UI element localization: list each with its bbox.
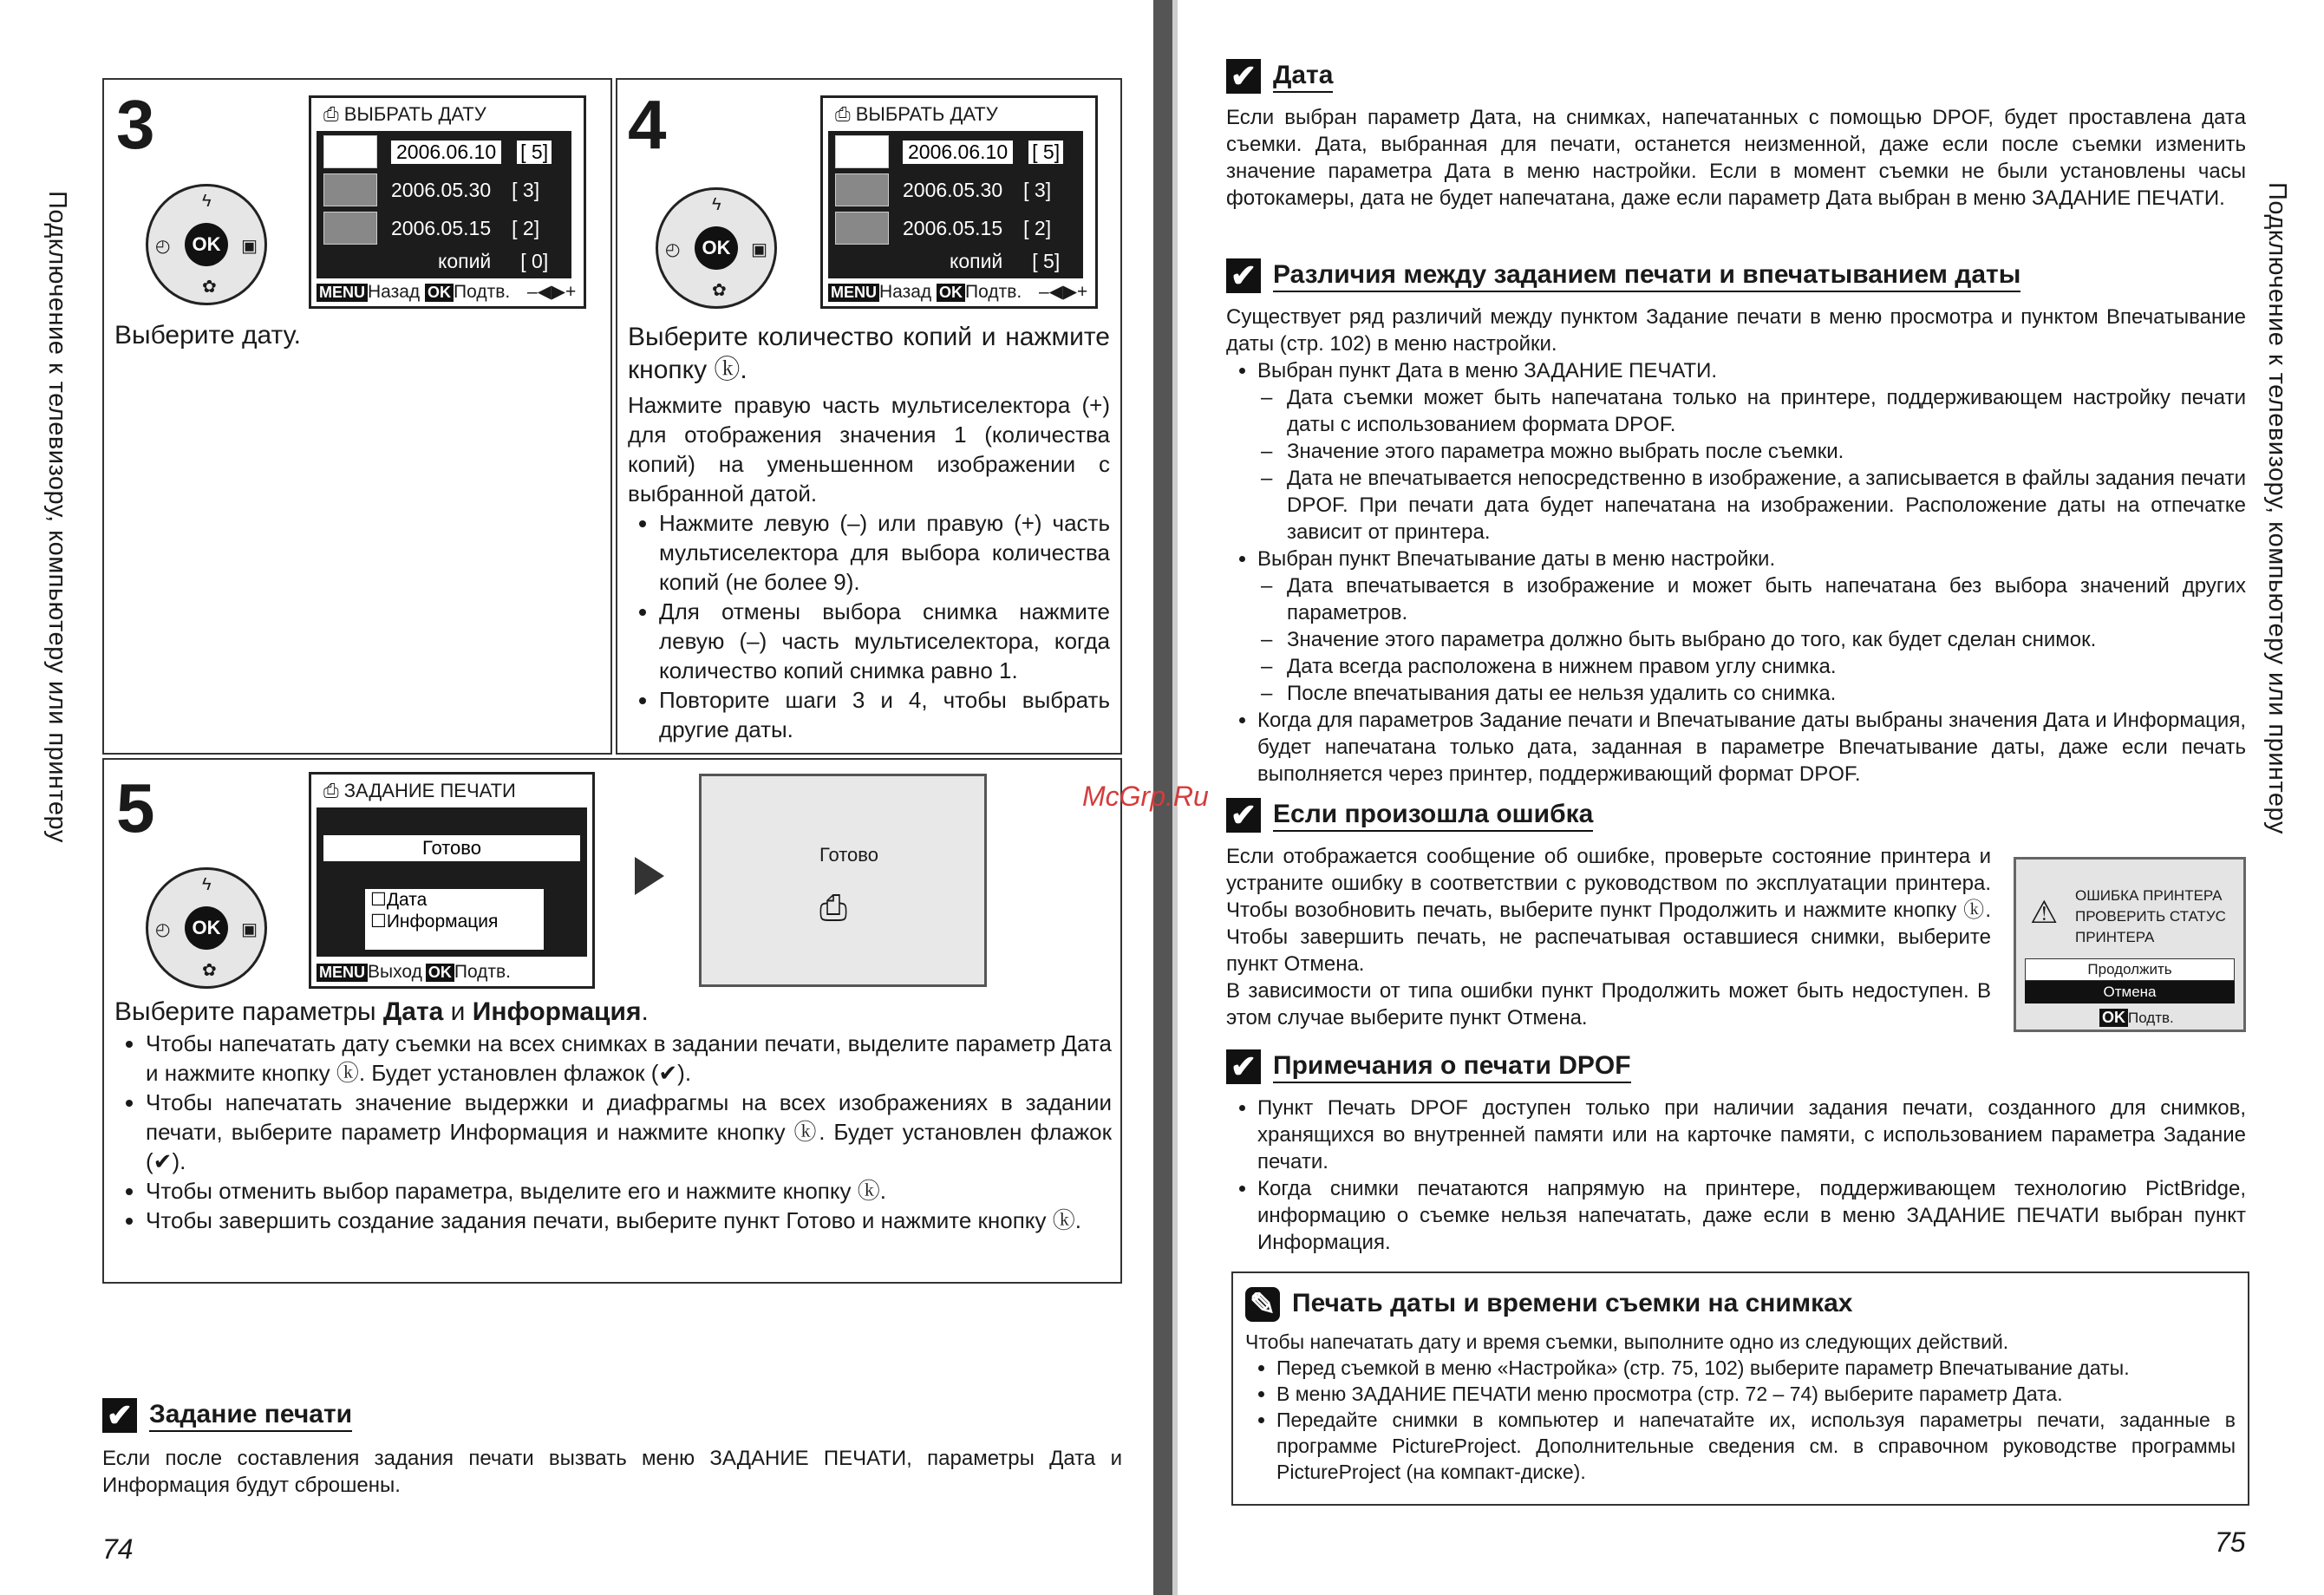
list-item: • Чтобы завершить создание задания печати, выберите пункт Готово и нажмите кнопку ⓚ.	[146, 1206, 1112, 1235]
diff-bullets	[1226, 357, 2246, 788]
list-item: – Дата всегда расположена в нижнем правом углу снимка.	[1287, 653, 2246, 680]
lcd-title: ВЫБРАТЬ ДАТУ	[855, 103, 998, 125]
print-icon: ⎙	[323, 780, 344, 801]
list-item: • Выбран пункт Дата в меню ЗАДАНИЕ ПЕЧАТИ. – Дата съемки может быть напечатана только на принтере, поддерживающем настройку печати даты с использованием формата DPOF. – Значение этого параметра можно выбрать после съемки. – Дата не впечатывается непосредственно в изображение, а записывается в файлы задания печати DPOF. При печати дата будет напечатана на изображении. Расположение даты на отпечатке зависит от принтера.	[1257, 357, 2246, 546]
copies-label: копий	[438, 249, 492, 272]
lcd-select-copies	[820, 95, 1098, 309]
copies-label: копий	[950, 249, 1003, 272]
date-row[interactable]: 2006.05.15 [ 2]	[317, 209, 571, 247]
side-title-right: Подключение к телевизору, компьютеру или принтеру	[2263, 182, 2291, 834]
list-item: – Значение этого параметра должно быть выбрано до того, как будет сделан снимок.	[1287, 626, 2246, 653]
note-title: Задание печати	[149, 1400, 352, 1432]
menu-key: MENU	[828, 284, 879, 302]
lcd-bottom-bar: MENU Выход OK Подтв.	[317, 962, 511, 983]
ok-button-icon: OK	[185, 906, 228, 950]
section-text: Если выбран параметр Дата, на снимках, напечатанных с помощью DPOF, будет проставлена дата съемки. Дата, выбранная для печати, останется неизменной, даже если после съемки изменить значение параметра Дата в меню настройки. Если в момент съемки не были установлены часы фотокамеры, дата не будет напечатана, даже если параметр Дата выбран в меню ЗАДАНИЕ ПЕЧАТИ.	[1226, 106, 2246, 210]
list-item: – Значение этого параметра можно выбрать после съемки.	[1287, 438, 2246, 465]
list-item: • Перед съемкой в меню «Настройка» (стр. 75, 102) выберите параметр Впечатывание даты.	[1276, 1355, 2236, 1381]
step-5-heading: Выберите параметры Дата и Информация.	[114, 997, 649, 1026]
side-title-left: Подключение к телевизору, компьютеру или принтеру	[43, 191, 71, 843]
checkmark-icon: ✔	[1226, 798, 1261, 833]
flash-icon: ϟ	[202, 875, 212, 894]
lcd-list	[828, 131, 1083, 278]
list-item: • Повторите шаги 3 и 4, чтобы выбрать другие даты.	[659, 685, 1110, 744]
checkmark-icon: ✔	[1226, 1049, 1261, 1084]
print-icon: ⎙	[819, 889, 847, 927]
options-panel	[365, 889, 544, 950]
step-4-paragraph: Нажмите правую часть мультиселектора (+) для отображения значения 1 (количества копий) на уменьшенном изображении с выбранной датой.	[628, 392, 1110, 507]
section-intro: Существует ряд различий между пунктом Задание печати в меню просмотра и пунктом Впечатывание даты (стр. 102) в меню настройки.	[1226, 305, 2246, 356]
section-differences	[1226, 258, 2246, 788]
checkbox-icon: ☐	[370, 890, 387, 910]
date-row[interactable]: 2006.05.15 [ 2]	[828, 209, 1083, 247]
checkmark-icon: ✔	[1226, 258, 1261, 293]
note-print-order	[102, 1398, 1122, 1499]
date-row[interactable]: 2006.06.10 [ 5]	[317, 133, 571, 171]
macro-icon: ✿	[202, 961, 217, 980]
sub-list	[1257, 572, 2246, 707]
ok-key: OK	[937, 284, 965, 302]
tip-intro: Чтобы напечатать дату и время съемки, выполните одно из следующих действий.	[1245, 1330, 2009, 1353]
lcd-bottom-bar: MENU Назад OK Подтв. –◀▶+	[828, 281, 1087, 303]
list-item: • Чтобы напечатать дату съемки на всех снимках в задании печати, выделите параметр Дата и нажмите кнопку ⓚ. Будет установлен флажок (✔).	[146, 1029, 1112, 1088]
section-tip	[1231, 1271, 2249, 1506]
menu-key: MENU	[317, 964, 368, 982]
macro-icon: ✿	[202, 278, 217, 297]
copies-value: [ 0]	[520, 249, 549, 272]
step-3-caption: Выберите дату.	[114, 321, 301, 350]
info-checkbox[interactable]: ☐Информация	[370, 912, 499, 932]
lcd-printer-error: ⚠ ОШИБКА ПРИНТЕРА ПРОВЕРИТЬ СТАТУС ПРИНТЕРА Продолжить Отмена OK Подтв.	[2014, 857, 2246, 1032]
flash-icon: ϟ	[202, 192, 212, 211]
list-item: • Пункт Печать DPOF доступен только при наличии задания печати, созданного для снимков, хранящихся во внутренней памяти или на карточке памяти, с использованием параметра Задание печати.	[1257, 1095, 2246, 1175]
list-item: • Когда снимки печатаются напрямую на принтере, поддерживающем технологию PictBridge, информацию о съемке нельзя напечатать, даже если в меню ЗАДАНИЕ ПЕЧАТИ выбран пункт Информация.	[1257, 1175, 2246, 1256]
step-5-bullets	[114, 1029, 1112, 1235]
ok-key: OK	[2099, 1009, 2128, 1027]
section-title: Дата	[1273, 61, 1333, 93]
tip-bullets	[1245, 1355, 2236, 1485]
ready-option[interactable]: Готово	[323, 835, 580, 861]
list-item: • Чтобы напечатать значение выдержки и диафрагмы на всех изображениях в задании печати, выберите параметр Информация и нажмите кнопку ⓚ. Будет установлен флажок (✔).	[146, 1088, 1112, 1176]
watermark: McGrp.Ru	[1082, 781, 1209, 812]
timer-icon: ◴	[155, 237, 171, 256]
date-checkbox[interactable]: ☐Дата	[370, 890, 428, 910]
ok-button-icon: OK	[695, 226, 738, 270]
date-row[interactable]: 2006.05.30 [ 3]	[317, 171, 571, 209]
thumbnail	[323, 135, 377, 168]
ok-button-icon: OK	[185, 223, 228, 266]
step-4-text	[628, 321, 1110, 744]
arrow-right-icon	[635, 857, 664, 895]
cancel-option[interactable]: Отмена	[2025, 981, 2235, 1003]
thumbnail	[835, 135, 889, 168]
print-icon: ⎙	[323, 103, 344, 125]
page-number-right: 75	[2215, 1526, 2246, 1558]
date-row[interactable]: 2006.06.10 [ 5]	[828, 133, 1083, 171]
note-text: Если после составления задания печати вызвать меню ЗАДАНИЕ ПЕЧАТИ, параметры Дата и Информация будут сброшены.	[102, 1447, 1122, 1497]
macro-icon: ✿	[712, 281, 727, 300]
section-title: Различия между заданием печати и впечатыванием даты	[1273, 260, 2020, 292]
dpof-bullets	[1226, 1095, 2246, 1256]
step-number: 5	[116, 769, 155, 847]
step-number: 3	[116, 86, 155, 163]
thumbnail	[835, 173, 889, 206]
thumbnail	[835, 212, 889, 245]
exposure-icon: ▣	[751, 240, 767, 259]
section-title: Если произошла ошибка	[1273, 800, 1593, 832]
list-item: • Для отмены выбора снимка нажмите левую (–) часть мультиселектора, когда количество копий снимка равно 1.	[659, 597, 1110, 685]
lcd-select-date	[309, 95, 586, 309]
thumbnail	[323, 173, 377, 206]
multiselector-dial	[656, 187, 777, 309]
menu-key: MENU	[317, 284, 368, 302]
step-3-box	[102, 78, 612, 755]
ready-text: Готово	[819, 844, 878, 866]
lcd-print-order	[309, 772, 595, 989]
step-5-text	[114, 996, 1112, 1235]
lcd-list	[317, 131, 571, 278]
page-number-left: 74	[102, 1533, 134, 1565]
checkmark-icon: ✔	[102, 1398, 137, 1433]
multiselector-dial	[146, 867, 267, 989]
ok-key: OK	[426, 964, 454, 982]
section-title: Печать даты и времени съемки на снимках	[1292, 1288, 1853, 1317]
checkbox-icon: ☐	[370, 912, 387, 932]
list-item: • В меню ЗАДАНИЕ ПЕЧАТИ меню просмотра (стр. 72 – 74) выберите параметр Дата.	[1276, 1381, 2236, 1407]
checkmark-icon: ✔	[1226, 59, 1261, 94]
list-item: • Выбран пункт Впечатывание даты в меню настройки. – Дата впечатывается в изображение и может быть напечатана без выбора значений других параметров. – Значение этого параметра должно быть выбрано до того, как будет сделан снимок. – Дата всегда расположена в нижнем правом углу снимка. – После впечатывания даты ее нельзя удалить со снимка.	[1257, 546, 2246, 707]
ok-key: OK	[425, 284, 454, 302]
exposure-icon: ▣	[241, 237, 258, 256]
exposure-icon: ▣	[241, 920, 258, 939]
section-date	[1226, 59, 2246, 212]
section-dpof	[1226, 1049, 2246, 1256]
list-item: • Передайте снимки в компьютер и напечатайте их, используя параметры печати, заданные в программе PictureProject. Дополнительные сведения см. в справочном руководстве программы PictureProject (на компакт-диске).	[1276, 1407, 2236, 1485]
continue-option[interactable]: Продолжить	[2025, 958, 2235, 981]
step-4-box	[616, 78, 1122, 755]
section-title: Примечания о печати DPOF	[1273, 1051, 1631, 1083]
list-item: – Дата съемки может быть напечатана только на принтере, поддерживающем настройку печати даты с использованием формата DPOF.	[1287, 384, 2246, 438]
flash-icon: ϟ	[712, 195, 721, 214]
step-4-bullets	[628, 508, 1110, 744]
list-item: – Дата не впечатывается непосредственно в изображение, а записывается в файлы задания печати DPOF. При печати дата будет напечатана на изображении. Расположение даты на отпечатке зависит от принтера.	[1287, 465, 2246, 546]
date-row[interactable]: 2006.05.30 [ 3]	[828, 171, 1083, 209]
tip-icon: ✎	[1245, 1287, 1280, 1322]
section-text: Если отображается сообщение об ошибке, проверьте состояние принтера и устраните ошибку в соответствии с руководством по эксплуатации принтера. Чтобы возобновить печать, выберите пункт Продолжить и нажмите кнопку ⓚ. Чтобы завершить печать, не распечатывая оставшиеся снимки, выберите пункт Отмена.	[1226, 845, 1991, 976]
list-item: – Дата впечатывается в изображение и может быть напечатана без выбора значений других параметров.	[1287, 572, 2246, 626]
lcd-bottom-bar: MENU Назад OK Подтв. –◀▶+	[317, 281, 576, 303]
lcd-title: ВЫБРАТЬ ДАТУ	[343, 103, 486, 125]
section-text: В зависимости от типа ошибки пункт Продолжить может быть недоступен. В этом случае выберите пункт Отмена.	[1226, 979, 1991, 1030]
lcd-menu	[317, 807, 587, 957]
lcd-title: ЗАДАНИЕ ПЕЧАТИ	[343, 780, 516, 801]
step-4-caption: Выберите количество копий и нажмите кнопку ⓚ.	[628, 323, 1110, 384]
thumbnail	[323, 212, 377, 245]
list-item: – После впечатывания даты ее нельзя удалить со снимка.	[1287, 680, 2246, 707]
step-number: 4	[628, 86, 667, 163]
timer-icon: ◴	[665, 240, 681, 259]
lcd-ready-screen	[699, 774, 987, 987]
list-item: • Чтобы отменить выбор параметра, выделите его и нажмите кнопку ⓚ.	[146, 1176, 1112, 1206]
step-5-box	[102, 758, 1122, 1284]
sub-list	[1257, 384, 2246, 546]
section-error	[1226, 798, 2246, 1031]
list-item: • Нажмите левую (–) или правую (+) часть мультиселектора для выбора количества копий (не более 9).	[659, 508, 1110, 597]
timer-icon: ◴	[155, 920, 171, 939]
list-item: • Когда для параметров Задание печати и Впечатывание даты выбраны значения Дата и Информация, будет напечатана только дата, заданная в параметре Впечатывание даты, даже если печать выполняется через принтер, поддерживающий формат DPOF.	[1257, 707, 2246, 788]
print-icon: ⎙	[835, 103, 856, 125]
warning-icon: ⚠	[2030, 894, 2059, 930]
multiselector-dial	[146, 184, 267, 305]
copies-value: [ 5]	[1032, 249, 1061, 272]
